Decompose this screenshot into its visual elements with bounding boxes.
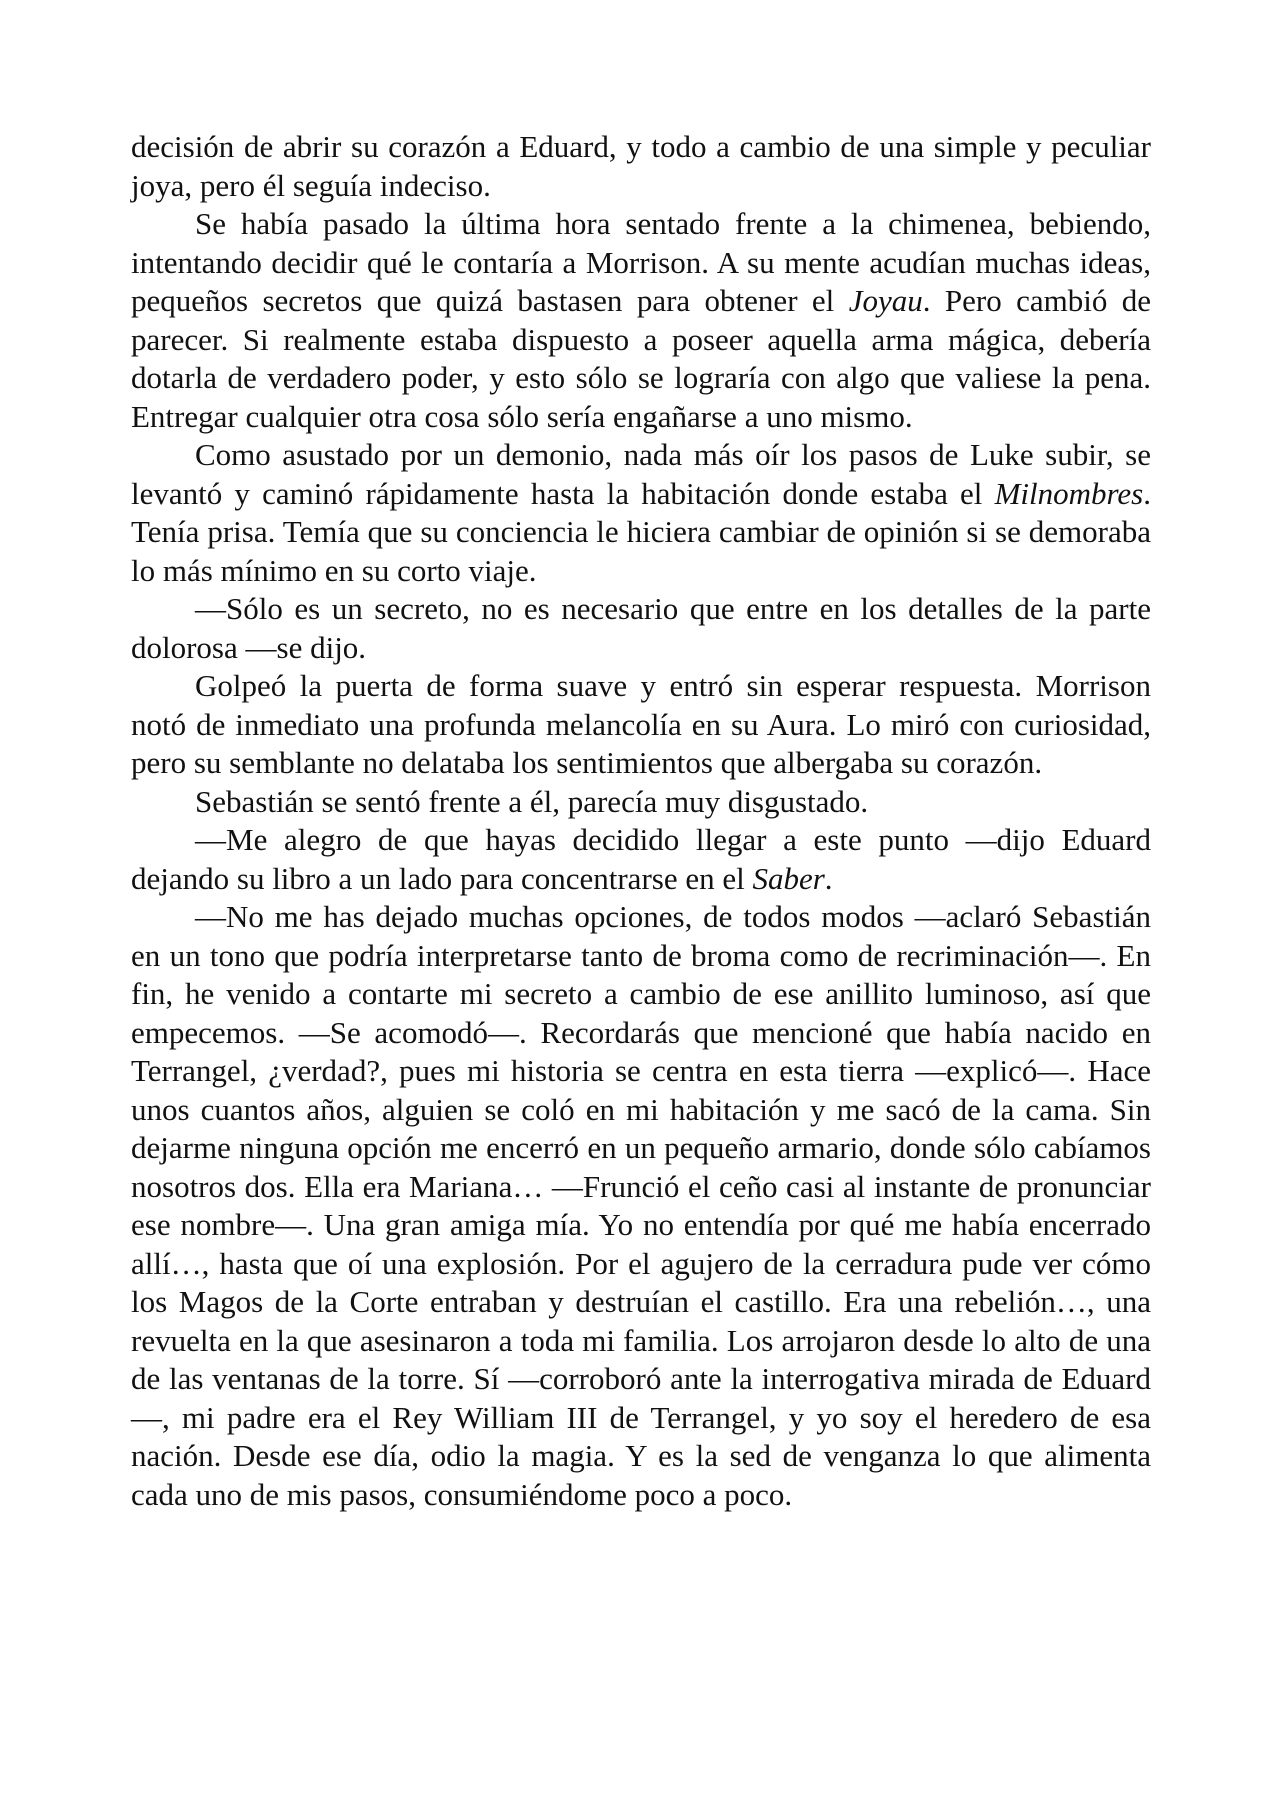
text-run: decisión de abrir su corazón a Eduard, y todo a cambio de una simple y peculiar joya, pero él seguía indeciso. bbox=[131, 129, 1151, 203]
paragraph-fireplace bbox=[131, 205, 1151, 436]
paragraph-knock bbox=[131, 667, 1151, 783]
paragraph-dialogue-eduard bbox=[131, 821, 1151, 898]
text-run: Como asustado por un demonio, nada más oír los pasos de Luke subir, se levantó y caminó rápidamente hasta la habitación donde estaba el bbox=[131, 437, 1151, 511]
paragraph-dialogue-secret bbox=[131, 590, 1151, 667]
paragraph-demon bbox=[131, 436, 1151, 590]
italic-term: Joyau bbox=[848, 283, 923, 318]
page-body-text bbox=[131, 128, 1151, 1514]
text-run: —Me alegro de que hayas decidido llegar a este punto —dijo Eduard dejando su libro a un lado para concentrarse en el bbox=[131, 822, 1151, 896]
text-run: —Sólo es un secreto, no es necesario que entre en los detalles de la parte dolorosa —se dijo. bbox=[131, 591, 1151, 665]
text-run: Sebastián se sentó frente a él, parecía muy disgustado. bbox=[195, 783, 869, 819]
text-run: . Pero cambió de parecer. Si realmente estaba dispuesto a poseer aquella arma mágica, debería dotarla de verdadero poder, y esto sólo se lograría con algo que valiese la pena. Entregar cualquier otra cosa sólo sería engañarse a uno mismo. bbox=[131, 283, 1151, 434]
paragraph-sat-down bbox=[131, 783, 1151, 822]
italic-term: Saber bbox=[752, 860, 825, 896]
text-run: —No me has dejado muchas opciones, de todos modos —aclaró Sebastián en un tono que podría interpretarse tanto de broma como de recriminación—. En fin, he venido a contarte mi secreto a cambio de ese anillito luminoso, así que empecemos. —Se acomodó—. Recordarás que mencioné que había nacido en Terrangel, ¿verdad?, pues mi historia se centra en esta tierra —explicó—. Hace unos cuantos años, alguien se coló en mi habitación y me sacó de la cama. Sin dejarme ninguna opción me encerró en un pequeño armario, donde sólo cabíamos nosotros dos. Ella era Mariana… —Frunció el ceño casi al instante de pronunciar ese nombre—. Una gran amiga mía. Yo no entendía por qué me había encerrado allí…, hasta que oí una explosión. Por el agujero de la cerradura pude ver cómo los Magos de la Corte entraban y destruían el castillo. Era una rebelión…, una revuelta en la que asesinaron a toda mi familia. Los arrojaron desde lo alto de una de las ventanas de la torre. Sí —corroboró ante la interrogativa mirada de Eduard—, mi padre era el Rey William III de Terrangel, y yo soy el heredero de esa nación. Desde ese día, odio la magia. Y es la sed de venganza lo que alimenta cada uno de mis pasos, consumiéndome poco a poco. bbox=[131, 899, 1151, 1512]
paragraph-dialogue-sebastian bbox=[131, 898, 1151, 1514]
text-run: Se había pasado la última hora sentado frente a la chimenea, bebiendo, intentando decidir qué le contaría a Morrison. A su mente acudían muchas ideas, pequeños secretos que quizá bastasen para obtener el bbox=[131, 206, 1151, 318]
text-run: . Tenía prisa. Temía que su conciencia le hiciera cambiar de opinión si se demoraba lo más mínimo en su corto viaje. bbox=[131, 475, 1151, 588]
text-run: Golpeó la puerta de forma suave y entró sin esperar respuesta. Morrison notó de inmediato una profunda melancolía en su Aura. Lo miró con curiosidad, pero su semblante no delataba los sentimientos que albergaba su corazón. bbox=[131, 668, 1151, 780]
text-run: . bbox=[824, 860, 833, 896]
italic-term: Milnombres bbox=[994, 475, 1144, 511]
paragraph-continuation bbox=[131, 128, 1151, 205]
